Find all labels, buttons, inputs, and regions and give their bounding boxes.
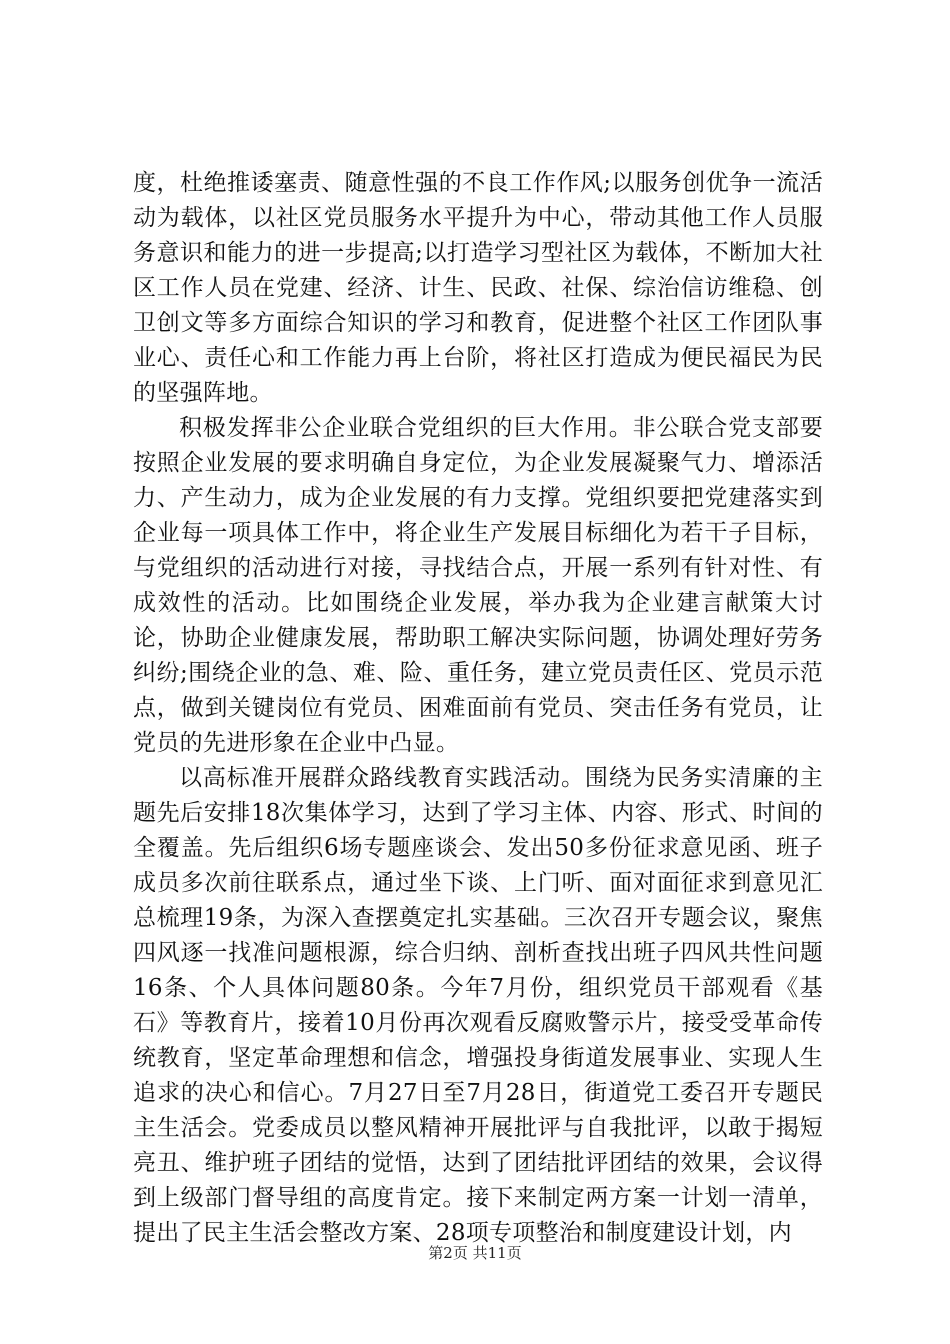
page-number: 第2页 共11页 bbox=[428, 1244, 522, 1262]
paragraph-non-public-party: 积极发挥非公企业联合党组织的巨大作用。非公联合党支部要按照企业发展的要求明确自身定位，为企业发展凝聚气力、增添活力、产生动力，成为企业发展的有力支撑。党组织要把党建落实到企业每一项具体工作中，将企业生产发展目标细化为若干子目标，与党组织的活动进行对接，寻找结合点，开展一系列有针对性、有成效性的活动。比如围绕企业发展，举办我为企业建言献策大讨论，协助企业健康发展，帮助职工解决实际问题，协调处理好劳务纠纷;围绕企业的急、难、险、重任务，建立党员责任区、党员示范点，做到关键岗位有党员、困难面前有党员、突击任务有党员，让党员的先进形象在企业中凸显。 bbox=[133, 415, 823, 756]
page-footer bbox=[0, 1243, 950, 1263]
paragraph-continued: 度，杜绝推诿塞责、随意性强的不良工作作风;以服务创优争一流活动为载体，以社区党员服务水平提升为中心，带动其他工作人员服务意识和能力的进一步提高;以打造学习型社区为载体，不断加大社区工作人员在党建、经济、计生、民政、社保、综治信访维稳、创卫创文等多方面综合知识的学习和教育，促进整个社区工作团队事业心、责任心和工作能力再上台阶，将社区打造成为便民福民为民的坚强阵地。 bbox=[133, 170, 823, 406]
document-body bbox=[133, 166, 823, 1251]
paragraph-mass-line: 以高标准开展群众路线教育实践活动。围绕为民务实清廉的主题先后安排18次集体学习，达到了学习主体、内容、形式、时间的全覆盖。先后组织6场专题座谈会、发出50多份征求意见函、班子成员多次前往联系点，通过坐下谈、上门听、面对面征求到意见汇总梳理19条，为深入查摆奠定扎实基础。三次召开专题会议，聚焦四风逐一找准问题根源，综合归纳、剖析查找出班子四风共性问题16条、个人具体问题80条。今年7月份，组织党员干部观看《基石》等教育片，接着10月份再次观看反腐败警示片，接受受革命传统教育，坚定革命理想和信念，增强投身街道发展事业、实现人生追求的决心和信心。7月27日至7月28日，街道党工委召开专题民主生活会。党委成员以整风精神开展批评与自我批评，以敢于揭短亮丑、维护班子团结的觉悟，达到了团结批评团结的效果，会议得到上级部门督导组的高度肯定。接下来制定两方案一计划一清单，提出了民主生活会整改方案、28项专项整治和制度建设计划，内 bbox=[133, 765, 823, 1246]
